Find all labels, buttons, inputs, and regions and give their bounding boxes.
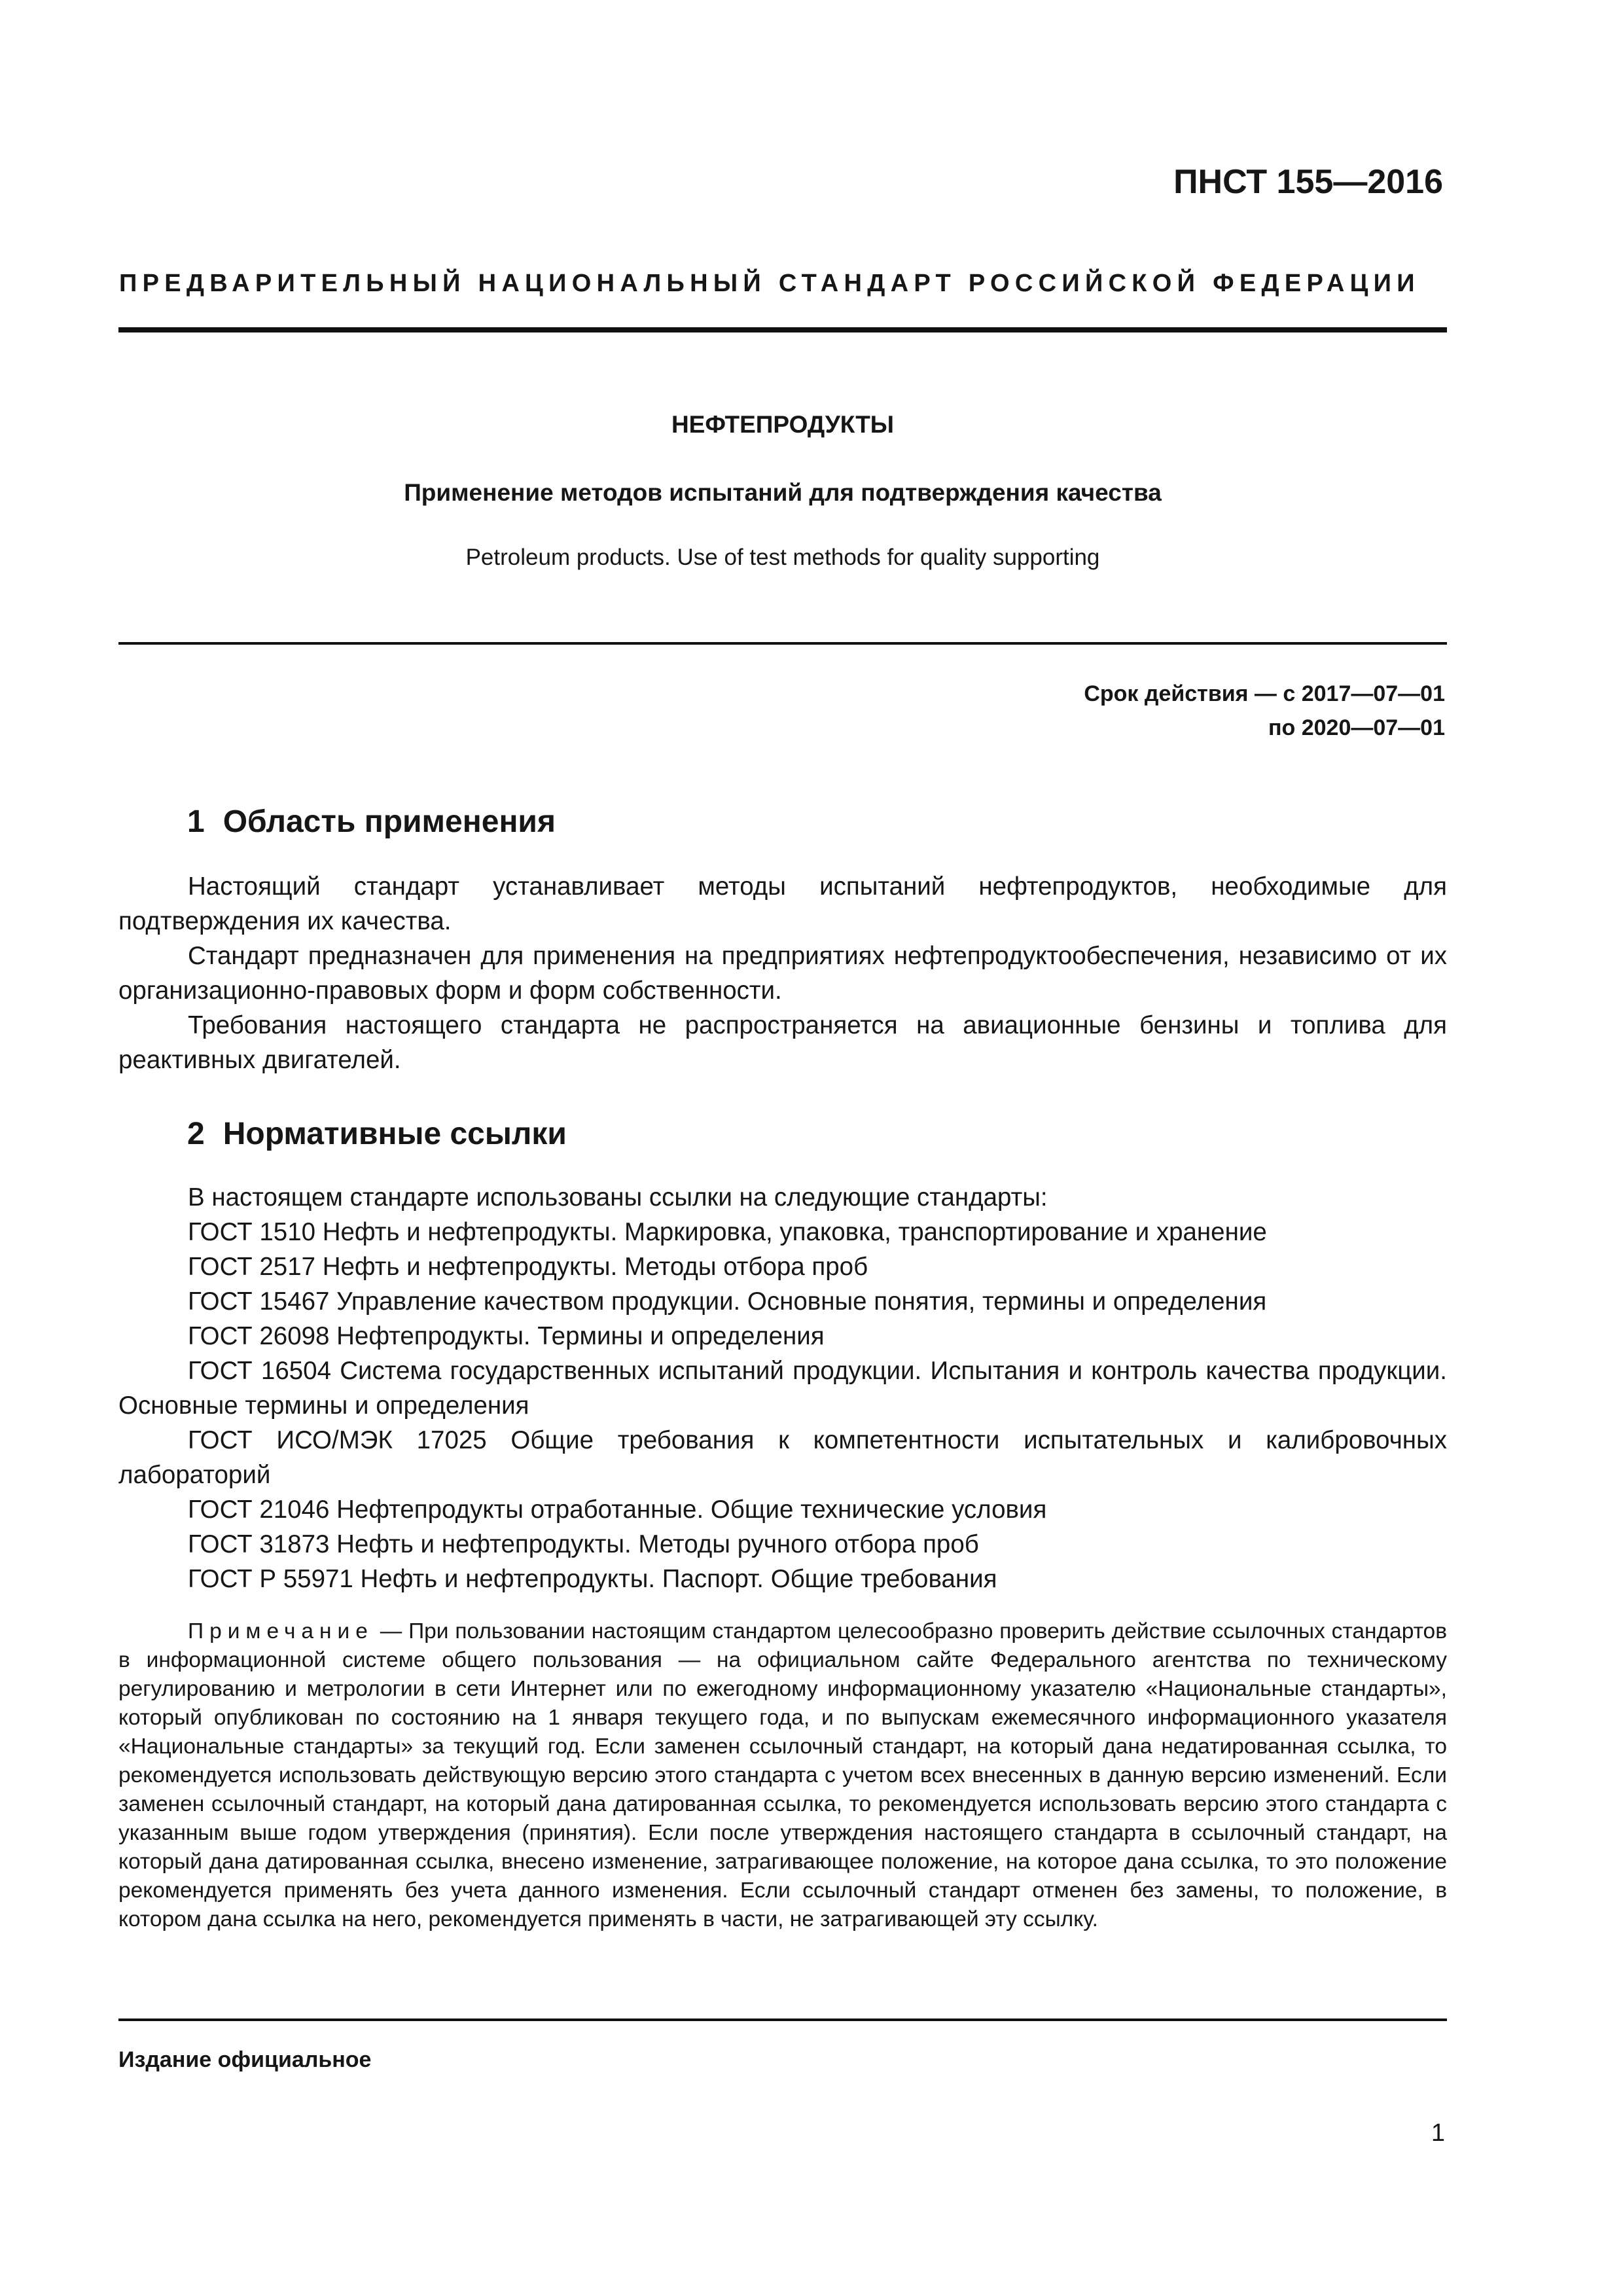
section-2-title: Нормативные ссылки: [223, 1117, 567, 1151]
reference-item: ГОСТ ИСО/МЭК 17025 Общие требования к компетентности испытательных и калибровочных лабораторий: [118, 1426, 1447, 1489]
section-2-number: 2: [187, 1117, 205, 1151]
english-title: Petroleum products. Use of test methods for quality supporting: [465, 545, 1100, 570]
standard-type-heading: ПРЕДВАРИТЕЛЬНЫЙ НАЦИОНАЛЬНЫЙ СТАНДАРТ РОССИЙСКОЙ ФЕДЕРАЦИИ: [119, 270, 1420, 297]
validity-start: Срок действия — с 2017—07—01: [1084, 681, 1445, 706]
document-number: ПНСТ 155—2016: [1173, 163, 1443, 201]
reference-item: ГОСТ Р 55971 Нефть и нефтепродукты. Паспорт. Общие требования: [188, 1565, 997, 1593]
reference-item: ГОСТ 2517 Нефть и нефтепродукты. Методы отбора проб: [188, 1253, 868, 1281]
section-1-number: 1: [187, 804, 205, 839]
references-list: [118, 1180, 1447, 1596]
section-1-paragraph: Настоящий стандарт устанавливает методы испытаний нефтепродуктов, необходимые для подтверждения их качества.: [118, 872, 1447, 935]
note-text: — При пользовании настоящим стандартом целесообразно проверить действие ссылочных стандартов в информационной системе общего пользования — на официальном сайте Федерального агентства по техническому регулированию и метрологии в сети Интернет или по ежегодному информационному указателю «Национальные стандарты», который опубликован по состоянию на 1 января текущего года, и по выпускам ежемесячного информационного указателя «Национальные стандарты» за текущий год. Если заменен ссылочный стандарт, на который дана недатированная ссылка, то рекомендуется использовать действующую версию этого стандарта с учетом всех внесенных в данную версию изменений. Если заменен ссылочный стандарт, на который дана датированная ссылка, то рекомендуется использовать версию этого стандарта с указанным выше годом утверждения (принятия). Если после утверждения настоящего стандарта в ссылочный стандарт, на который дана датированная ссылка, внесено изменение, затрагивающее положение, на которое дана ссылка, то это положение рекомендуется применять без учета данного изменения. Если ссылочный стандарт отменен без замены, то положение, в котором дана ссылка на него, рекомендуется применять в части, не затрагивающей эту ссылку.: [118, 1619, 1447, 1931]
section-1-heading: [187, 804, 556, 840]
page-number: 1: [1431, 2119, 1445, 2147]
reference-note: [118, 1617, 1447, 1934]
references-intro: В настоящем стандарте использованы ссылки на следующие стандарты:: [188, 1183, 1048, 1211]
footer-divider: [118, 2018, 1447, 2021]
title-divider: [118, 642, 1447, 645]
reference-item: ГОСТ 15467 Управление качеством продукции. Основные понятия, термины и определения: [188, 1287, 1267, 1316]
reference-item: ГОСТ 21046 Нефтепродукты отработанные. Общие технические условия: [188, 1496, 1047, 1524]
section-1-body: [118, 869, 1447, 1077]
validity-end: по 2020—07—01: [1268, 715, 1445, 740]
document-title: НЕФТЕПРОДУКТЫ: [671, 411, 895, 438]
document-subtitle: Применение методов испытаний для подтверждения качества: [404, 479, 1162, 506]
reference-item: ГОСТ 31873 Нефть и нефтепродукты. Методы ручного отбора проб: [188, 1530, 979, 1558]
reference-item: ГОСТ 1510 Нефть и нефтепродукты. Маркировка, упаковка, транспортирование и хранение: [188, 1218, 1267, 1246]
note-label: Примечание: [188, 1619, 374, 1643]
reference-item: ГОСТ 26098 Нефтепродукты. Термины и определения: [188, 1322, 825, 1350]
official-edition-label: Издание официальное: [118, 2047, 372, 2072]
section-2-heading: [187, 1116, 567, 1152]
section-1-paragraph: Требования настоящего стандарта не распространяется на авиационные бензины и топлива для реактивных двигателей.: [118, 1011, 1447, 1074]
reference-item: ГОСТ 16504 Система государственных испытаний продукции. Испытания и контроль качества продукции. Основные термины и определения: [118, 1357, 1447, 1420]
section-1-title: Область применения: [223, 804, 556, 839]
header-divider: [118, 327, 1447, 332]
validity-period: [1084, 677, 1445, 745]
section-1-paragraph: Стандарт предназначен для применения на предприятиях нефтепродуктообеспечения, независимо от их организационно-правовых форм и форм собственности.: [118, 942, 1447, 1005]
